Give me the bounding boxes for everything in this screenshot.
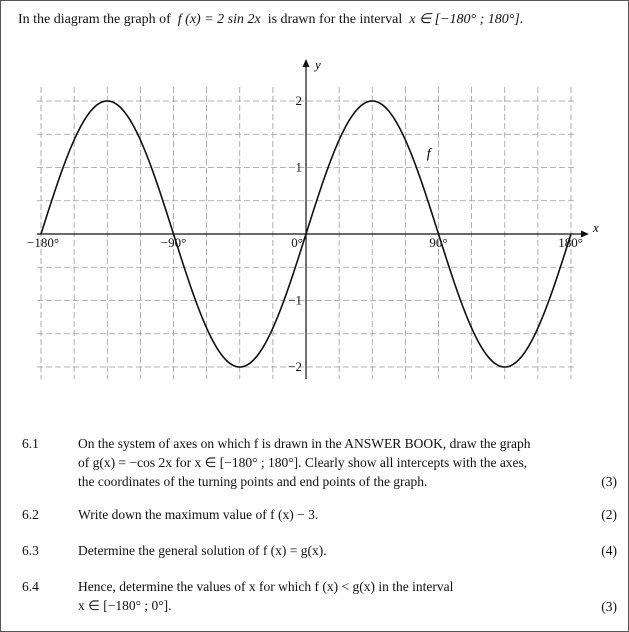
y-tick-label: −1	[288, 292, 302, 308]
intro-mid: is drawn for the interval	[267, 12, 403, 27]
question-text: Hence, determine the values of x for which f (x) < g(x) in the interval x ∈ [−180° ; 0°].	[78, 579, 454, 613]
question-number: 6.2	[22, 507, 39, 522]
y-tick-label: 1	[295, 159, 302, 175]
x-tick-label: 90°	[429, 235, 448, 250]
intro-text	[18, 11, 523, 28]
axes	[37, 57, 599, 379]
question-marks: (2)	[601, 507, 617, 522]
y-tick-label: −2	[288, 359, 302, 374]
x-tick-label: 0°	[291, 235, 303, 250]
y-tick-label: 2	[295, 93, 302, 108]
intro-pre: In the diagram the graph of	[18, 12, 171, 27]
y-axis-arrow-icon	[303, 59, 310, 67]
question-number: 6.1	[22, 436, 39, 451]
x-axis-label: x	[593, 220, 599, 235]
x-tick-label: −90°	[160, 235, 187, 250]
question-number: 6.4	[22, 579, 39, 594]
question-marks: (3)	[601, 599, 617, 614]
question-text: Write down the maximum value of f (x) − 3.	[78, 507, 319, 522]
intro-function: f (x) = 2 sin 2x	[177, 12, 261, 27]
x-tick-label: 180°	[558, 235, 583, 250]
y-axis-label: y	[315, 57, 321, 72]
question-number: 6.3	[22, 543, 39, 558]
question-marks: (3)	[601, 474, 617, 489]
question-marks: (4)	[601, 543, 617, 558]
curve-label-f: f	[426, 146, 431, 162]
intro-interval: x ∈ [−180° ; 180°].	[409, 12, 524, 27]
x-tick-label: −180°	[27, 235, 60, 250]
sine-graph	[1, 49, 628, 419]
question-text: Determine the general solution of f (x) = g(x).	[78, 543, 327, 558]
question-text: On the system of axes on which f is drawn in the ANSWER BOOK, draw the graph of g(x) = −cos 2x for x ∈ [−180° ; 180°]. Clearly show all intercepts with the axes, the coordinates of the turning points and end points of the graph.	[78, 436, 531, 489]
